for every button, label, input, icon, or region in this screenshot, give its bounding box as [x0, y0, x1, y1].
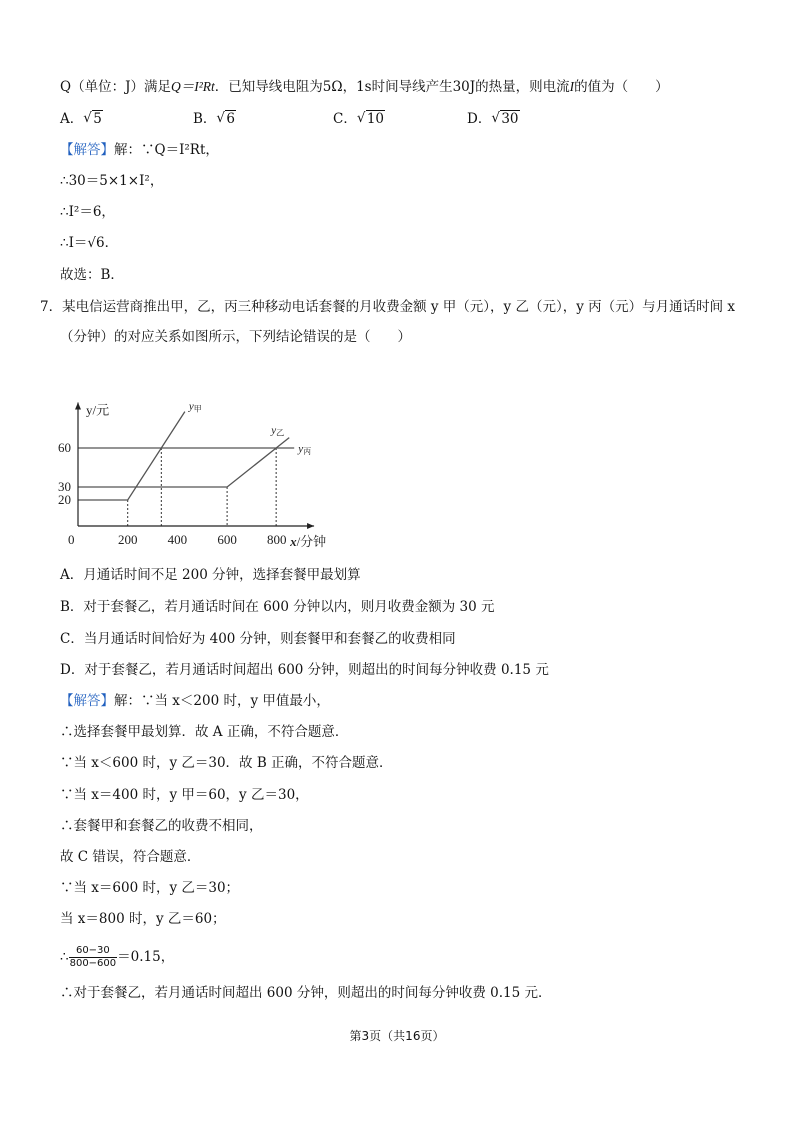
- q6-var-i: I: [569, 79, 575, 94]
- q6-option-a: [60, 110, 103, 128]
- q6-formula: Q＝I²Rt: [170, 79, 215, 94]
- q6-answer-line-4: ∴I＝√6．: [60, 235, 119, 251]
- q6-option-c: [333, 110, 385, 128]
- sqrt-expression: √ 10: [356, 110, 385, 127]
- q7-answer-fraction-line: [60, 944, 174, 970]
- y-axis-arrow: [75, 403, 81, 410]
- y-axis-label: y/元: [86, 402, 110, 418]
- q6-option-d: [467, 110, 520, 128]
- q7-stem-line-1: 7．某电信运营商推出甲，乙，丙三种移动电话套餐的月收费金额 y 甲（元），y 乙（元），y 丙（元）与月通话时间 x: [40, 299, 736, 315]
- x-tick-label: 400: [167, 532, 188, 547]
- q6-stem-part-a: Q（单位：J）满足: [60, 79, 171, 95]
- option-letter: B．: [193, 111, 217, 127]
- q6-stem-part-c: 的值为（ ）: [574, 79, 669, 95]
- series-line-2: [78, 438, 289, 487]
- q7-answer-line-2: ∴选择套餐甲最划算．故 A 正确，不符合题意．: [60, 724, 349, 740]
- option-letter: D．: [467, 111, 492, 127]
- x-axis-label: x/分钟: [290, 534, 327, 549]
- q7-answer-line-5: ∴套餐甲和套餐乙的收费不相同，: [60, 818, 263, 834]
- x-tick-label: 800: [267, 532, 287, 547]
- answer-text: 解：∵Q＝I²Rt，: [114, 142, 219, 158]
- radicand: 10: [366, 111, 385, 127]
- q7-answer-line-last: ∴对于套餐乙，若月通话时间超出 600 分钟，则超出的时间每分钟收费 0.15 元．: [60, 985, 552, 1001]
- sqrt-expression: √ 30: [491, 110, 519, 127]
- answer-text: 解：∵当 x＜200 时，y 甲值最小，: [114, 693, 330, 709]
- q7-answer-line-8: 当 x＝800 时，y 乙＝60；: [60, 911, 226, 927]
- q7-stem-line-2: （分钟）的对应关系如图所示，下列结论错误的是（ ）: [60, 329, 411, 345]
- radicand: 30: [501, 111, 519, 127]
- q7-answer-line-7: ∵当 x＝600 时，y 乙＝30；: [60, 880, 240, 896]
- y-tick-label: 60: [58, 440, 71, 455]
- q7-option-a: A．月通话时间不足 200 分钟，选择套餐甲最划算: [60, 567, 361, 583]
- q6-answer-line-3: ∴I²＝6，: [60, 204, 115, 220]
- sqrt-expression: √ 6: [216, 110, 236, 127]
- fraction-result: ＝0.15，: [117, 949, 175, 965]
- q7-option-b: B．对于套餐乙，若月通话时间在 600 分钟以内，则月收费金额为 30 元: [60, 599, 495, 615]
- q6-answer-line-5: 故选：B．: [60, 267, 124, 283]
- radicand: 6: [226, 111, 236, 127]
- q7-answer-line-3: ∵当 x＜600 时，y 乙＝30．故 B 正确，不符合题意．: [60, 755, 393, 771]
- option-letter: C．: [333, 111, 357, 127]
- q6-answer-line-2: ∴30＝5×1×I²，: [60, 173, 164, 189]
- q6-stem-part-b: ．已知导线电阻为5Ω，1s时间导线产生30J的热量，则电流: [214, 79, 570, 95]
- y-tick-label: 30: [58, 479, 71, 494]
- q7-answer-line-4: ∵当 x＝400 时，y 甲＝60，y 乙＝30，: [60, 787, 309, 803]
- therefore-symbol: ∴: [60, 949, 69, 965]
- q7-answer-line-6: 故 C 错误，符合题意．: [60, 849, 201, 865]
- radicand: 5: [93, 111, 102, 127]
- q6-stem: [60, 78, 669, 96]
- page-footer: 第3页（共16页）: [349, 1029, 445, 1043]
- option-letter: A．: [60, 111, 84, 127]
- q6-answer-line-1: [60, 141, 219, 159]
- q7-option-d: D．对于套餐乙，若月通话时间超出 600 分钟，则超出的时间每分钟收费 0.15 元: [60, 662, 549, 678]
- x-tick-label: 600: [217, 532, 237, 547]
- sqrt-expression: √ 5: [83, 110, 102, 127]
- x-axis-arrow: [307, 523, 314, 529]
- chart-series: [78, 412, 294, 500]
- fraction: [69, 945, 118, 970]
- x-tick-label: 200: [117, 532, 138, 547]
- answer-tag: 【解答】: [60, 142, 114, 158]
- chart-labels: [58, 401, 326, 549]
- series-label: y乙: [271, 424, 285, 438]
- series-label: y丙: [298, 443, 312, 456]
- fraction-numerator: 60−30: [69, 945, 118, 958]
- chart-axes: [75, 400, 314, 530]
- y-tick-label: 20: [58, 492, 71, 507]
- q7-option-c: C．当月通话时间恰好为 400 分钟，则套餐甲和套餐乙的收费相同: [60, 631, 456, 647]
- q7-chart: [56, 358, 327, 550]
- series-label: y甲: [188, 400, 202, 414]
- answer-tag: 【解答】: [60, 693, 114, 709]
- origin-label: 0: [68, 532, 75, 547]
- q7-answer-line-1: [60, 692, 330, 710]
- q6-option-b: [193, 110, 236, 128]
- fraction-denominator: 800−600: [69, 958, 117, 969]
